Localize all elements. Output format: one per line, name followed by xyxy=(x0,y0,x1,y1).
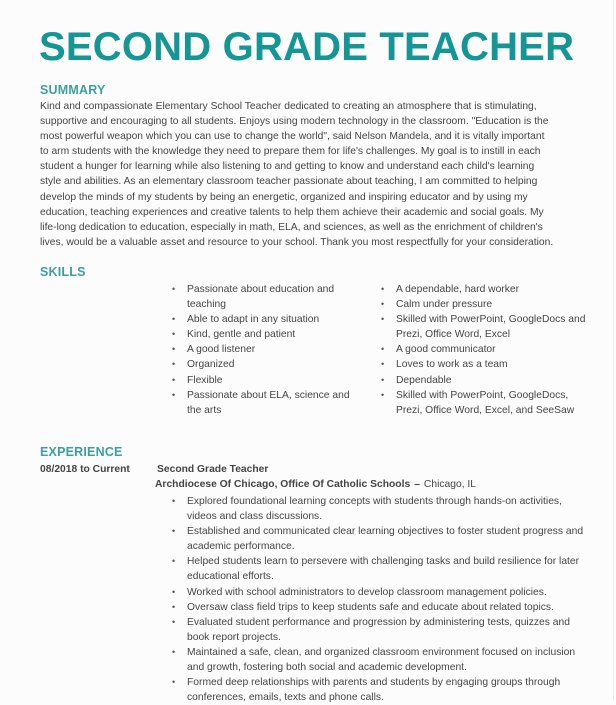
summary-line: life-long dedication to education, especially in math, ELA, and sciences, as well as the enrichment of children's xyxy=(40,221,543,233)
summary-line: education, teaching experiences and creative talents to help them achieve their academic and social goals. My xyxy=(40,206,544,218)
skill-item xyxy=(172,373,362,388)
job-bullet-text: Worked with school administrators to develop classroom management policies. xyxy=(187,586,547,598)
job-bullet xyxy=(172,615,592,645)
resume-title: SECOND GRADE TEACHER xyxy=(39,25,575,69)
bullet-icon: • xyxy=(172,344,176,355)
summary-text xyxy=(40,99,596,250)
summary-line: supportive and encouraging to all students. Enjoys using modern technology in the classroom. "Education is the xyxy=(40,116,549,128)
bullet-icon: • xyxy=(172,646,176,657)
job-bullet xyxy=(172,645,592,675)
summary-heading: SUMMARY xyxy=(40,83,106,97)
job-bullet xyxy=(172,524,592,554)
bullet-icon: • xyxy=(381,344,385,355)
skill-item xyxy=(381,282,591,297)
bullet-icon: • xyxy=(172,359,176,370)
bullet-icon: • xyxy=(172,556,176,567)
job-bullets xyxy=(172,494,592,705)
bullet-icon: • xyxy=(381,374,385,385)
bullet-icon: • xyxy=(172,329,176,340)
job-separator: – xyxy=(414,479,420,490)
skills-list-right xyxy=(381,282,591,418)
skill-item xyxy=(172,282,362,312)
skill-text: A good listener xyxy=(187,344,256,356)
skill-item xyxy=(172,342,362,357)
skill-item xyxy=(381,388,591,418)
skill-text: Dependable xyxy=(396,374,452,386)
summary-line: style and abilities. As an elementary classroom teacher passionate about teaching, I am committed to helping xyxy=(40,176,538,188)
summary-line: lives, would be a valuable asset and resource to your school. Thank you most respectfully for your consideration. xyxy=(40,236,554,248)
job-dates: 08/2018 to Current xyxy=(40,464,130,475)
experience-heading: EXPERIENCE xyxy=(40,445,123,459)
skill-text: Calm under pressure xyxy=(396,299,493,311)
skill-text: Kind, gentle and patient xyxy=(187,329,296,341)
skill-text: Skilled with PowerPoint, GoogleDocs and Prezi, Office Word, Excel xyxy=(396,314,586,341)
summary-line: develop the minds of my students by being an energetic, organized and inspiring educator and by using my xyxy=(40,191,528,203)
skill-text: Organized xyxy=(187,359,235,371)
job-bullet xyxy=(172,554,592,584)
job-bullet-text: Oversaw class field trips to keep students safe and educate about related topics. xyxy=(187,601,554,613)
bullet-icon: • xyxy=(381,299,385,310)
job-bullet-text: Maintained a safe, clean, and organized classroom environment focused on inclusion and growth, fostering both social and academic development. xyxy=(187,646,576,674)
bullet-icon: • xyxy=(172,374,176,385)
job-role: Second Grade Teacher xyxy=(157,464,269,475)
skill-text: Loves to work as a team xyxy=(396,359,508,371)
summary-line: most powerful weapon which you can use to change the world", said Nelson Mandela, and it is vitally important xyxy=(40,131,545,143)
skills-heading: SKILLS xyxy=(40,265,86,279)
job-bullet xyxy=(172,600,592,615)
skill-item xyxy=(172,327,362,342)
bullet-icon: • xyxy=(172,526,176,537)
job-bullet xyxy=(172,675,592,705)
skill-item xyxy=(381,342,591,357)
skill-item xyxy=(381,297,591,312)
job-bullet xyxy=(172,585,592,600)
bullet-icon: • xyxy=(172,601,176,612)
bullet-icon: • xyxy=(381,284,385,294)
skill-text: Flexible xyxy=(187,374,223,386)
bullet-icon: • xyxy=(172,616,176,627)
skill-item xyxy=(381,373,591,388)
bullet-icon: • xyxy=(172,586,176,597)
skill-item xyxy=(172,312,362,327)
bullet-icon: • xyxy=(172,389,176,400)
skills-list-left xyxy=(172,282,362,418)
skill-item xyxy=(381,357,591,372)
skill-text: Passionate about ELA, science and the arts xyxy=(187,389,350,416)
bullet-icon: • xyxy=(172,284,176,294)
job-bullet-text: Evaluated student performance and progression by administering tests, quizzes and book report projects. xyxy=(187,616,570,643)
skill-text: Able to adapt in any situation xyxy=(187,314,320,326)
skill-item xyxy=(172,388,362,418)
summary-line: to arm students with the knowledge they need to prepare them for life's challenges. My goal is to instill in each xyxy=(40,146,541,158)
job-bullet xyxy=(172,494,592,524)
job-bullet-text: Explored foundational learning concepts with students through hands-on activities, videos and class discussions. xyxy=(187,496,562,523)
skill-text: A good communicator xyxy=(396,344,496,356)
job-bullet-text: Established and communicated clear learning objectives to foster student progress and academic performance. xyxy=(187,526,584,553)
skill-item xyxy=(381,312,591,342)
bullet-icon: • xyxy=(381,314,385,325)
skill-text: A dependable, hard worker xyxy=(396,284,520,295)
skill-item xyxy=(172,357,362,372)
bullet-icon: • xyxy=(172,314,176,325)
job-employer: Archdiocese Of Chicago, Office Of Catholic Schools xyxy=(155,479,411,490)
job-employer-line xyxy=(155,479,476,490)
summary-line: student a hunger for learning while also listening to and getting to know and understand each child's learning xyxy=(40,161,535,173)
bullet-icon: • xyxy=(172,496,176,506)
skill-text: Skilled with PowerPoint, GoogleDocs, Prezi, Office Word, Excel, and SeeSaw xyxy=(396,389,575,416)
job-location: Chicago, IL xyxy=(423,479,477,490)
bullet-icon: • xyxy=(381,359,385,370)
job-bullet-text: Formed deep relationships with parents and students by engaging groups through conferences, emails, texts and phone calls. xyxy=(187,677,561,704)
bullet-icon: • xyxy=(172,677,176,688)
bullet-icon: • xyxy=(381,389,385,400)
skill-text: Passionate about education and teaching xyxy=(187,284,335,311)
job-bullet-text: Helped students learn to persevere with challenging tasks and build resilience for later educational efforts. xyxy=(187,556,580,583)
summary-line: Kind and compassionate Elementary School Teacher dedicated to creating an atmosphere that is stimulating, xyxy=(40,101,537,112)
